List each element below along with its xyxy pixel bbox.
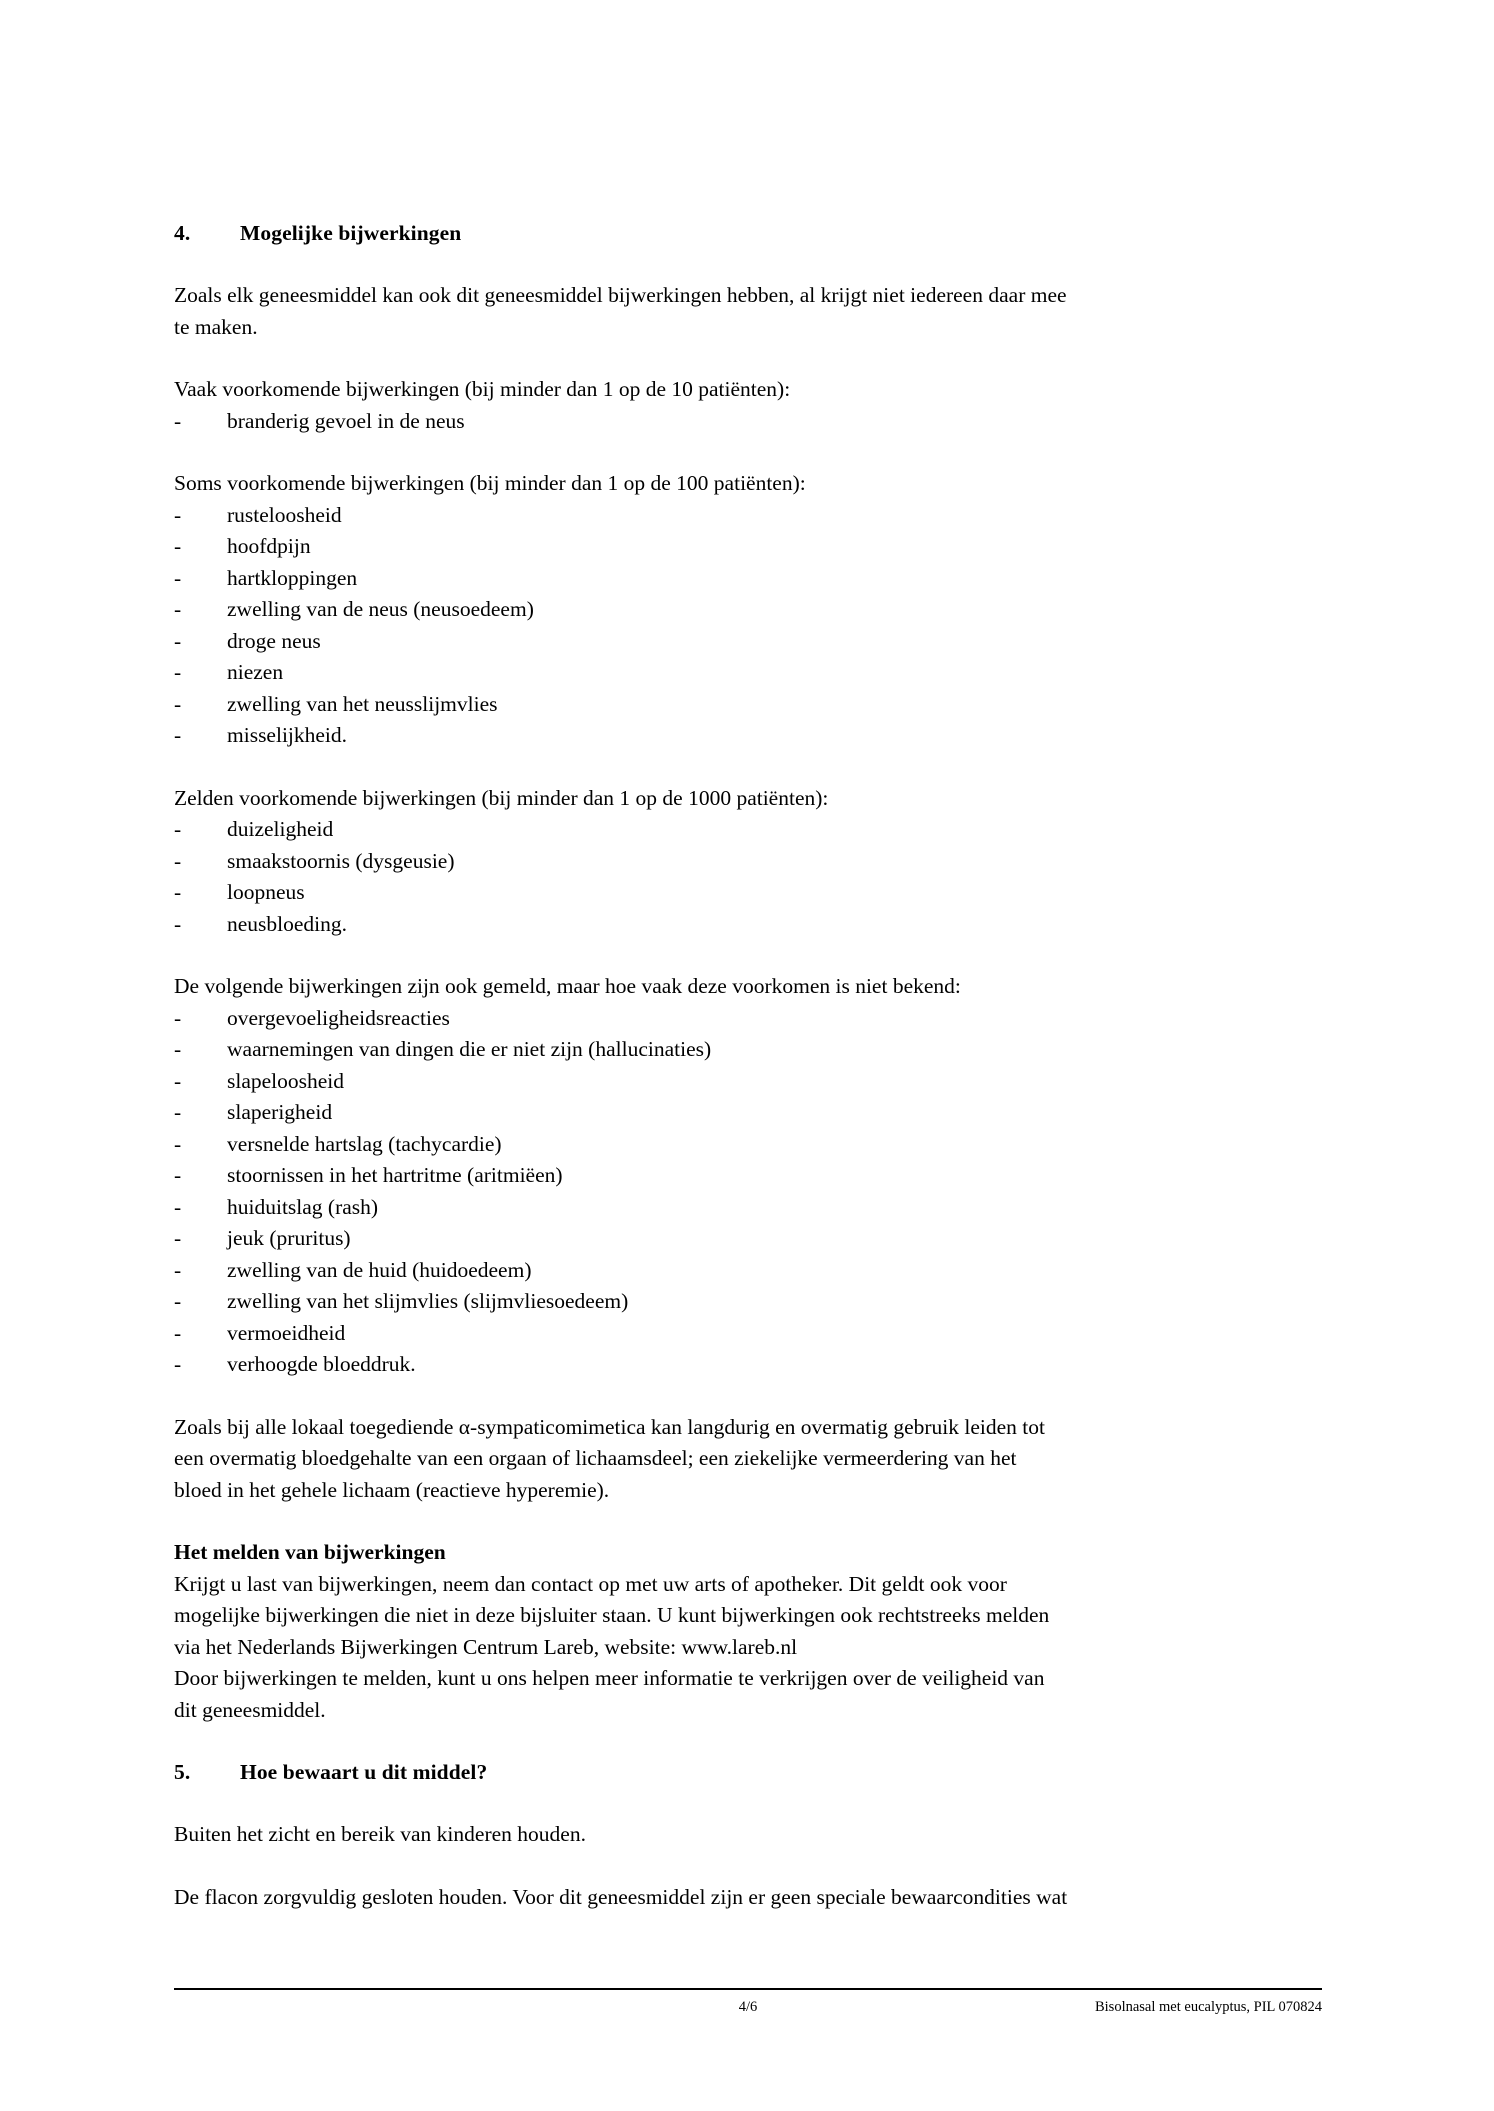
frequency-group-1-list	[174, 500, 1322, 752]
section-4-intro	[174, 280, 1322, 343]
list-item	[174, 1066, 1322, 1098]
list-item	[174, 1097, 1322, 1129]
list-item	[174, 1223, 1322, 1255]
list-item-label: hartkloppingen	[227, 565, 358, 590]
bullet-dash: -	[174, 1068, 182, 1093]
list-item-label: branderig gevoel in de neus	[227, 408, 465, 433]
melden-line-4: Door bijwerkingen te melden, kunt u ons helpen meer informatie te verkrijgen over de veiligheid van	[174, 1666, 1045, 1690]
frequency-group-1-lead: Soms voorkomende bijwerkingen (bij minder dan 1 op de 100 patiënten):	[174, 471, 806, 495]
list-item	[174, 1160, 1322, 1192]
list-item-label: zwelling van de neus (neusoedeem)	[227, 597, 534, 621]
bullet-dash: -	[174, 597, 182, 621]
list-item	[174, 500, 1322, 532]
bullet-dash: -	[174, 408, 182, 433]
list-item	[174, 1129, 1322, 1161]
bullet-dash: -	[174, 1226, 182, 1250]
section-5-paragraph-1: Buiten het zicht en bereik van kinderen houden.	[174, 1822, 586, 1846]
list-item-label: loopneus	[227, 880, 305, 904]
bullet-dash: -	[174, 817, 182, 841]
section-5-heading	[174, 1757, 1322, 1788]
bullet-dash: -	[174, 880, 182, 904]
list-item-label: zwelling van het slijmvlies (slijmvliesoedeem)	[227, 1289, 629, 1313]
list-item	[174, 1003, 1322, 1035]
hyperemie-line-1: Zoals bij alle lokaal toegediende α-sympaticomimetica kan langdurig en overmatig gebruik leiden tot	[174, 1414, 1045, 1439]
bullet-dash: -	[174, 534, 182, 558]
intro-line-2: te maken.	[174, 314, 258, 339]
frequency-group-2-lead: Zelden voorkomende bijwerkingen (bij minder dan 1 op de 1000 patiënten):	[174, 785, 829, 810]
list-item	[174, 594, 1322, 626]
list-item-label: misselijkheid.	[227, 723, 348, 747]
spacer	[174, 752, 1322, 783]
frequency-group-3-lead: De volgende bijwerkingen zijn ook gemeld, maar hoe vaak deze voorkomen is niet bekend:	[174, 974, 961, 998]
section-5-number: 5.	[174, 1760, 191, 1784]
list-item-label: neusbloeding.	[227, 911, 348, 936]
melden-line-3: via het Nederlands Bijwerkingen Centrum Lareb, website: www.lareb.nl	[174, 1634, 798, 1659]
list-item-label: verhoogde bloeddruk.	[227, 1352, 416, 1376]
bullet-dash: -	[174, 565, 182, 590]
footer-row	[174, 1997, 1322, 2027]
bullet-dash: -	[174, 691, 182, 716]
bullet-dash: -	[174, 660, 182, 684]
bullet-dash: -	[174, 1257, 182, 1282]
spacer	[174, 940, 1322, 971]
list-item-label: jeuk (pruritus)	[227, 1226, 351, 1250]
melden-line-5: dit geneesmiddel.	[174, 1697, 326, 1722]
section-4-title: Mogelijke bijwerkingen	[240, 221, 462, 245]
footer-document-reference: Bisolnasal met eucalyptus, PIL 070824	[1094, 1999, 1322, 2015]
list-item	[174, 563, 1322, 595]
list-item	[174, 657, 1322, 689]
intro-line-1: Zoals elk geneesmiddel kan ook dit geneesmiddel bijwerkingen hebben, al krijgt niet iedereen daar mee	[174, 283, 1067, 307]
hyperemie-paragraph	[174, 1412, 1322, 1507]
list-item	[174, 1286, 1322, 1318]
list-item	[174, 877, 1322, 909]
list-item-label: huiduitslag (rash)	[227, 1194, 379, 1219]
frequency-group-2-list	[174, 814, 1322, 940]
page-content	[174, 218, 1322, 1913]
list-item	[174, 689, 1322, 721]
list-item-label: overgevoeligheidsreacties	[227, 1005, 450, 1030]
footer-page-number: 4/6	[738, 1999, 758, 2015]
list-item	[174, 406, 1322, 438]
bullet-dash: -	[174, 723, 182, 747]
list-item-label: versnelde hartslag (tachycardie)	[227, 1131, 502, 1156]
bullet-dash: -	[174, 1005, 182, 1030]
list-item	[174, 1349, 1322, 1381]
spacer	[174, 1726, 1322, 1757]
bullet-dash: -	[174, 1100, 182, 1124]
list-item-label: zwelling van de huid (huidoedeem)	[227, 1257, 532, 1282]
spacer	[174, 1788, 1322, 1819]
list-item	[174, 814, 1322, 846]
section-4-heading	[174, 218, 1322, 249]
bullet-dash: -	[174, 911, 182, 936]
melden-bijwerkingen-heading: Het melden van bijwerkingen	[174, 1540, 446, 1564]
frequency-group-3-list	[174, 1003, 1322, 1381]
list-item-label: smaakstoornis (dysgeusie)	[227, 848, 455, 873]
bullet-dash: -	[174, 1131, 182, 1156]
bullet-dash: -	[174, 1352, 182, 1376]
hyperemie-line-3: bloed in het gehele lichaam (reactieve hyperemie).	[174, 1477, 610, 1502]
list-item	[174, 531, 1322, 563]
list-item	[174, 1192, 1322, 1224]
list-item	[174, 720, 1322, 752]
list-item	[174, 1255, 1322, 1287]
list-item-label: vermoeidheid	[227, 1320, 346, 1345]
list-item-label: slaperigheid	[227, 1100, 333, 1124]
melden-line-2: mogelijke bijwerkingen die niet in deze bijsluiter staan. U kunt bijwerkingen ook rechtstreeks melden	[174, 1603, 1050, 1627]
list-item-label: niezen	[227, 660, 284, 684]
list-item	[174, 846, 1322, 878]
list-item	[174, 1034, 1322, 1066]
bullet-dash: -	[174, 1037, 182, 1061]
list-item	[174, 626, 1322, 658]
bullet-dash: -	[174, 1194, 182, 1219]
melden-bijwerkingen-paragraph	[174, 1569, 1322, 1727]
section-5-paragraph-2: De flacon zorgvuldig gesloten houden. Voor dit geneesmiddel zijn er geen speciale bewaarcondities wat	[174, 1884, 1068, 1909]
spacer	[174, 1381, 1322, 1412]
list-item-label: hoofdpijn	[227, 534, 311, 558]
frequency-group-0-lead: Vaak voorkomende bijwerkingen (bij minder dan 1 op de 10 patiënten):	[174, 377, 791, 401]
bullet-dash: -	[174, 628, 182, 653]
list-item-label: duizeligheid	[227, 817, 334, 841]
hyperemie-line-2: een overmatig bloedgehalte van een orgaan of lichaamsdeel; een ziekelijke vermeerdering van het	[174, 1446, 1017, 1470]
list-item	[174, 1318, 1322, 1350]
list-item	[174, 909, 1322, 941]
bullet-dash: -	[174, 1289, 182, 1313]
spacer	[174, 1506, 1322, 1537]
frequency-group-0-list	[174, 406, 1322, 438]
spacer	[174, 1851, 1322, 1882]
spacer	[174, 437, 1322, 468]
section-4-number: 4.	[174, 221, 191, 245]
bullet-dash: -	[174, 502, 182, 527]
bullet-dash: -	[174, 1163, 182, 1187]
page-footer	[174, 1988, 1322, 2027]
list-item-label: droge neus	[227, 628, 321, 653]
footer-divider	[174, 1988, 1322, 1990]
list-item-label: zwelling van het neusslijmvlies	[227, 691, 498, 716]
melden-line-1: Krijgt u last van bijwerkingen, neem dan contact op met uw arts of apotheker. Dit geldt ook voor	[174, 1571, 1007, 1596]
bullet-dash: -	[174, 848, 182, 873]
list-item-label: stoornissen in het hartritme (aritmiëen)	[227, 1163, 563, 1187]
spacer	[174, 249, 1322, 280]
bullet-dash: -	[174, 1320, 182, 1345]
list-item-label: rusteloosheid	[227, 502, 342, 527]
list-item-label: waarnemingen van dingen die er niet zijn (hallucinaties)	[227, 1037, 712, 1061]
section-5-title: Hoe bewaart u dit middel?	[240, 1760, 488, 1784]
list-item-label: slapeloosheid	[227, 1068, 345, 1093]
spacer	[174, 343, 1322, 374]
